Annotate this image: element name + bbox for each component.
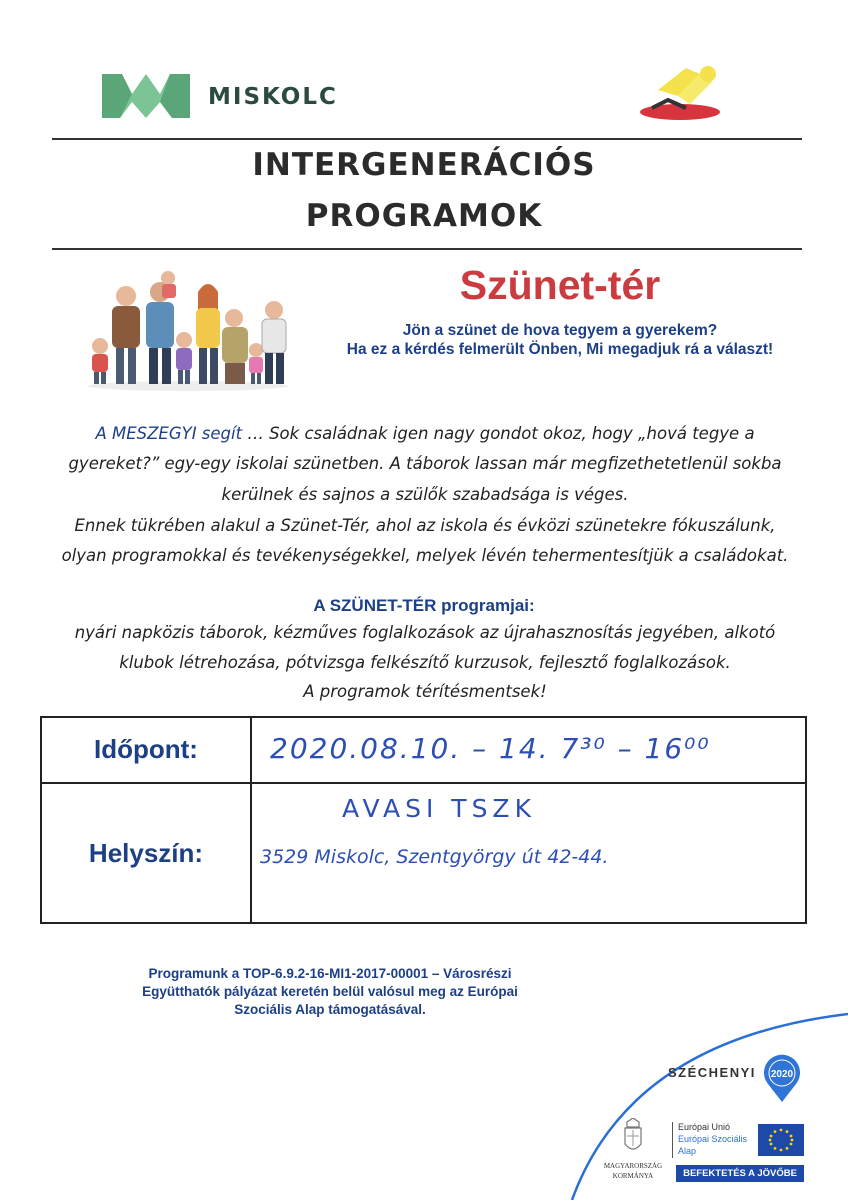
body-line3: kerülnek és sajnos a szülők szabadsága is véges.: [221, 485, 629, 504]
government-line1: MAGYARORSZÁG: [603, 1162, 663, 1170]
eu-divider: [672, 1122, 673, 1158]
szechenyi-label: SZÉCHENYI: [668, 1065, 756, 1080]
eu-line3: Alap: [678, 1146, 697, 1156]
place-label: Helyszín:: [88, 838, 204, 868]
program-title: Szünet-tér: [459, 262, 661, 308]
header-title-line2: PROGRAMOK: [305, 198, 543, 234]
time-label: Időpont:: [94, 734, 198, 764]
programs-line2: klubok létrehozása, pótvizsga felkészítő kurzusok, fejlesztő foglalkozások.: [119, 653, 731, 672]
logo-text: MISKOLC: [208, 84, 338, 110]
eu-line2: Európai Szociális: [678, 1134, 748, 1144]
body-line2: gyereket?” egy-egy iskolai szünetben. A táborok lassan már megfizethetetlenül sokba: [68, 454, 782, 473]
time-value: 2020.08.10. – 14. 7³⁰ – 16⁰⁰: [270, 732, 711, 765]
header-title-line1: INTERGENERÁCIÓS: [252, 147, 596, 183]
tagline-line1: Jön a szünet de hova tegyem a gyerekem?: [402, 322, 718, 339]
government-line2: KORMÁNYA: [612, 1172, 654, 1180]
body-line4: Ennek tükrében alakul a Szünet-Tér, ahol az iskola és évközi szünetekre fókuszálunk,: [74, 516, 776, 535]
table-divider-vertical: [250, 718, 252, 922]
info-table: [40, 716, 807, 924]
footer-line3: Szociális Alap támogatásával.: [234, 1002, 426, 1017]
befektetes-banner: BEFEKTETÉS A JÖVŐBE: [676, 1165, 804, 1182]
body-lead: A MESZEGYI segít: [95, 424, 243, 443]
place-value-line1: AVASI TSZK: [342, 794, 536, 823]
programs-heading: A SZÜNET-TÉR programjai:: [313, 596, 535, 615]
eu-flag-icon: [758, 1124, 804, 1156]
footer-line2: Együtthatók pályázat keretén belül valósul meg az Európai: [142, 984, 518, 999]
body-line1-rest: … Sok családnak igen nagy gondot okoz, hogy „hová tegye a: [242, 424, 755, 443]
bottom-divider: [52, 248, 802, 250]
top-divider: [52, 138, 802, 140]
szechenyi-2020-icon: [762, 1054, 802, 1104]
place-value-line2: 3529 Miskolc, Szentgyörgy út 42-44.: [260, 846, 609, 868]
hungarian-crest-icon: [620, 1118, 646, 1156]
footer-line1: Programunk a TOP-6.9.2-16-MI1-2017-00001 – Városrészi: [148, 966, 512, 981]
snowboard-mascot-icon: [638, 60, 722, 126]
table-divider-horizontal: [42, 782, 805, 784]
tagline-line2: Ha ez a kérdés felmerült Önben, Mi megadjuk rá a választ!: [346, 341, 774, 358]
miskolc-logo-icon: [100, 68, 192, 124]
body-line1: [30, 424, 820, 443]
programs-line3: A programok térítésmentsek!: [303, 682, 547, 701]
eu-line1: Európai Unió: [678, 1122, 731, 1132]
szechenyi-year: 2020: [770, 1069, 794, 1080]
family-illustration: [84, 266, 292, 392]
programs-line1: nyári napközis táborok, kézműves foglalkozások az újrahasznosítás jegyében, alkotó: [74, 623, 776, 642]
body-line5: olyan programokkal és tevékenységekkel, melyek lévén tehermentesítjük a családokat.: [61, 546, 789, 565]
